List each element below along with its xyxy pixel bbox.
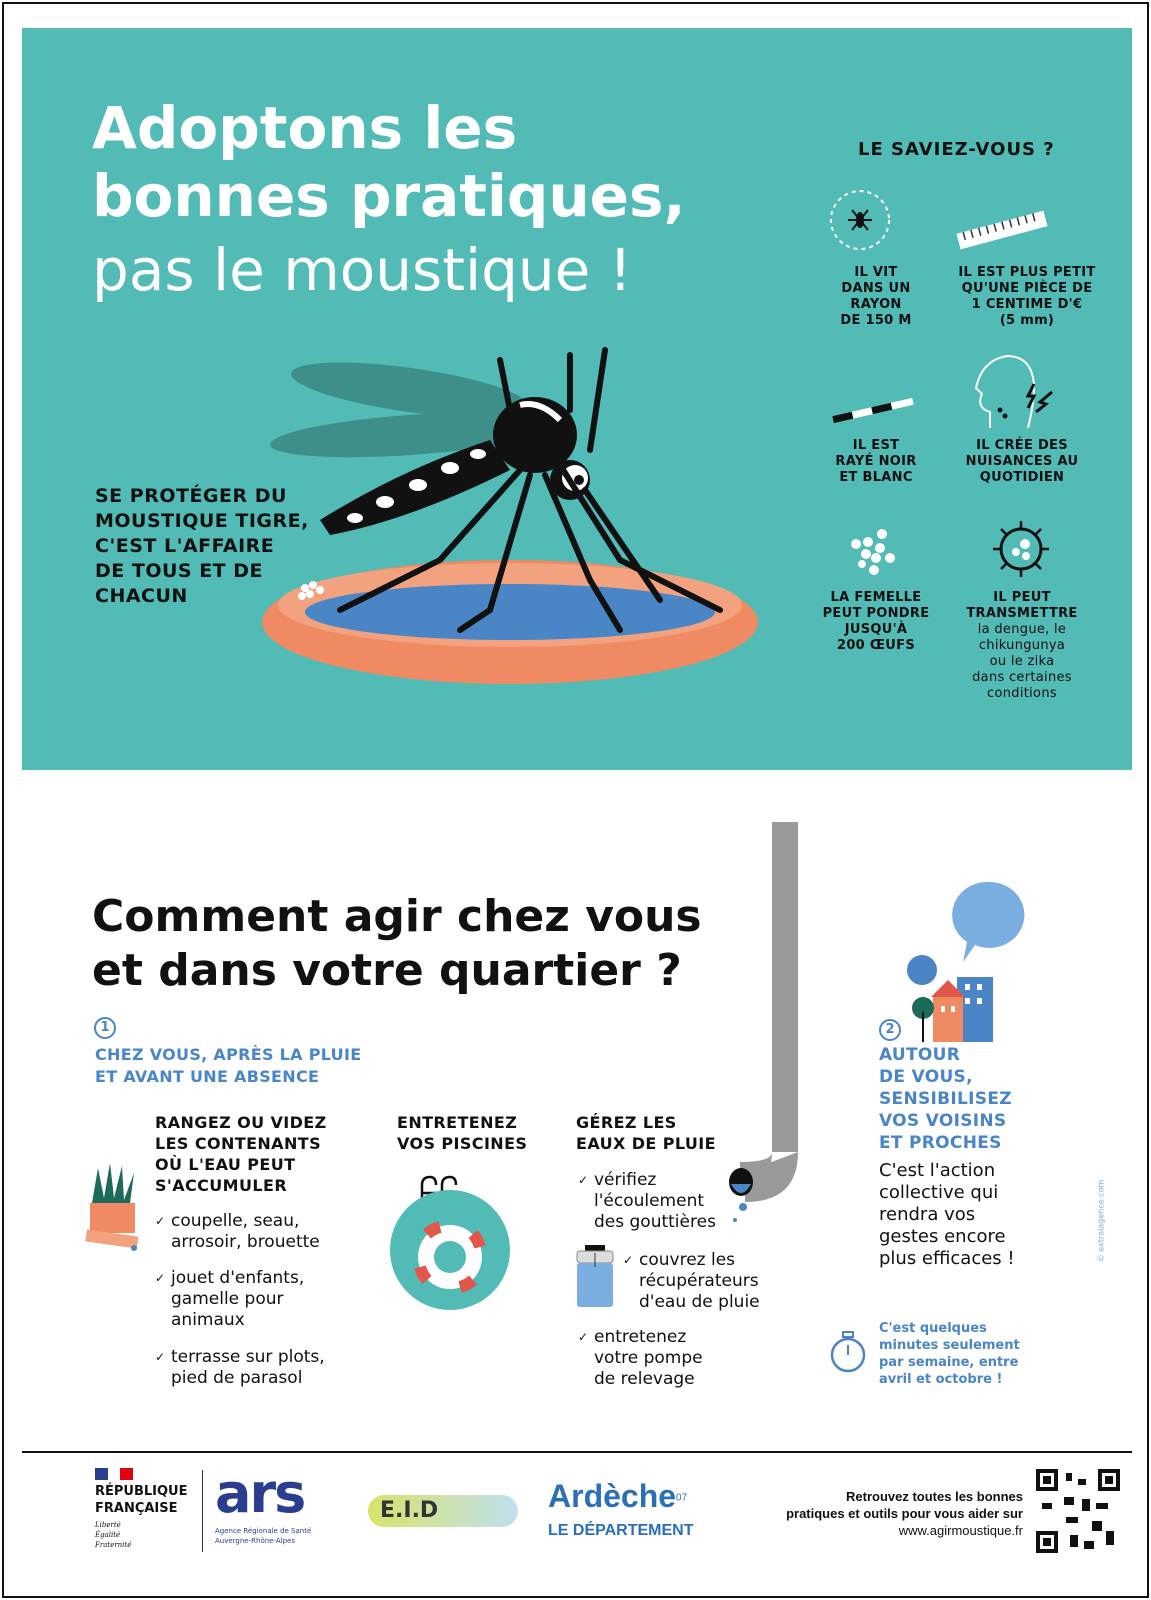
tagline-line: CHACUN	[95, 585, 188, 607]
text-line: par semaine, entre	[879, 1355, 1019, 1370]
text-line: collective qui	[879, 1182, 999, 1203]
ruler-icon	[952, 210, 1052, 250]
text-line: DE 150 M	[840, 313, 912, 328]
text-line: Comment agir chez vous	[92, 891, 702, 942]
credit: © extralagence.com	[1096, 1179, 1106, 1263]
text-line: IL EST	[852, 438, 900, 453]
text-line: et dans votre quartier ?	[92, 945, 682, 996]
fact-size	[947, 265, 1107, 329]
col2-heading	[397, 1112, 527, 1154]
text-line: ars	[215, 1462, 305, 1525]
step-number-2: 2	[879, 1019, 901, 1041]
text-line: avril et octobre !	[879, 1372, 1003, 1387]
text-line: NUISANCES AU	[965, 454, 1079, 469]
text-line: S'ACCUMULER	[155, 1176, 288, 1195]
text-line: pied de parasol	[171, 1368, 303, 1388]
col1-heading	[155, 1112, 327, 1196]
text-line: ✓ vérifiez	[594, 1170, 657, 1190]
hero-subtitle: pas le moustique !	[92, 236, 633, 304]
text-line: ET PROCHES	[879, 1133, 1002, 1153]
step-number-1: 1	[94, 1017, 116, 1039]
list-item	[171, 1347, 325, 1389]
mosquito-illustration	[260, 330, 770, 700]
section-title	[92, 890, 702, 998]
text-line: LA FEMELLE	[830, 590, 922, 605]
text-line: des gouttières	[594, 1212, 716, 1232]
text-line: TRANSMETTRE	[966, 606, 1078, 621]
text-line: dans certaines	[972, 670, 1072, 685]
text-line: la dengue, le	[977, 622, 1067, 637]
text-line: pratiques et outils pour vous aider sur	[786, 1506, 1023, 1521]
text-line: arrosoir, brouette	[171, 1232, 320, 1252]
text-line: VOS VOISINS	[879, 1111, 1007, 1131]
text-line: LES CONTENANTS	[155, 1134, 321, 1153]
website-link[interactable]: www.agirmoustique.fr	[898, 1523, 1023, 1538]
ars-logo	[215, 1462, 311, 1546]
text-line: AUTOUR	[879, 1045, 961, 1065]
striped-bar-icon	[830, 390, 920, 430]
gutter-pipe-icon	[725, 822, 805, 1222]
text-line: EAUX DE PLUIE	[576, 1134, 716, 1153]
text-line: conditions	[987, 686, 1057, 701]
text-line: DANS UN	[841, 281, 911, 296]
part2-heading	[879, 1044, 1012, 1154]
footer-cta	[723, 1488, 1023, 1539]
text-line: ou le zika	[989, 654, 1055, 669]
text-line: IL PEUT	[993, 590, 1051, 605]
title-line: bonnes pratiques,	[92, 162, 686, 230]
text-line: LE DÉPARTEMENT	[548, 1522, 694, 1539]
fact-disease	[952, 590, 1092, 702]
rain-barrel-icon	[575, 1243, 617, 1309]
text-line: Fraternité	[95, 1541, 132, 1549]
text-line: SENSIBILISEZ	[879, 1089, 1012, 1109]
text-line: ✓ entretenez	[594, 1327, 687, 1347]
text-line: l'écoulement	[594, 1191, 705, 1211]
text-line: CHEZ VOUS, APRÈS LA PLUIE	[95, 1045, 362, 1064]
tagline-line: DE TOUS ET DE	[95, 560, 264, 582]
text-line: récupérateurs	[639, 1271, 759, 1291]
text-line: QU'UNE PIÈCE DE	[961, 281, 1093, 296]
text-line: IL CRÉE DES	[976, 438, 1068, 453]
text-line: Égalité	[95, 1531, 121, 1539]
text-line: Agence Régionale de Santé	[215, 1527, 312, 1535]
logo-separator	[202, 1470, 203, 1552]
text-line: RAYÉ NOIR	[835, 454, 917, 469]
text-line: 1 CENTIME D'€	[971, 297, 1083, 312]
text-line: Auvergne-Rhône-Alpes	[215, 1537, 295, 1545]
text-line: ✓ couvrez les	[639, 1250, 736, 1270]
list-item	[171, 1211, 320, 1253]
list-item	[171, 1268, 304, 1331]
text-line: QUOTIDIEN	[979, 470, 1065, 485]
text-line: ✓ coupelle, seau,	[171, 1211, 300, 1231]
text-line: JUSQU'À	[844, 622, 908, 637]
list-item	[594, 1170, 716, 1233]
pool-icon	[390, 1175, 515, 1310]
fact-nuisance	[952, 438, 1092, 486]
text-line: Liberté	[95, 1521, 121, 1529]
part2-body	[879, 1160, 1015, 1270]
text-line: minutes seulement	[879, 1338, 1020, 1353]
fact-stripes	[806, 438, 946, 486]
text-line: ✓ terrasse sur plots,	[171, 1347, 325, 1367]
text-line: IL VIT	[854, 265, 898, 280]
text-line: GÉREZ LES	[576, 1113, 677, 1132]
text-line: plus efficaces !	[879, 1248, 1015, 1269]
neighbourhood-icon	[905, 882, 1025, 1042]
text-line: animaux	[171, 1310, 245, 1330]
text-line: DE VOUS,	[879, 1067, 973, 1087]
eggs-icon	[846, 528, 902, 578]
title-line: Adoptons les	[92, 94, 518, 162]
rf-logo	[95, 1468, 188, 1550]
text-line: VOS PISCINES	[397, 1134, 528, 1153]
tagline-line: C'EST L'AFFAIRE	[95, 535, 275, 557]
part2-note	[879, 1320, 1020, 1388]
text-line: Ardèche	[548, 1478, 677, 1514]
text-line: ET BLANC	[839, 470, 913, 485]
text-line: de relevage	[594, 1369, 695, 1389]
text-line: (5 mm)	[999, 313, 1055, 328]
fact-eggs	[806, 590, 946, 654]
text-line: RAYON	[850, 297, 902, 312]
text-line: PEUT PONDRE	[822, 606, 930, 621]
list-item	[639, 1250, 760, 1313]
text-line: gamelle pour	[171, 1289, 284, 1309]
stopwatch-icon	[828, 1330, 868, 1374]
text-line: ✓ jouet d'enfants,	[171, 1268, 305, 1288]
text-line: rendra vos	[879, 1204, 976, 1225]
hero-title	[92, 94, 686, 230]
facts-title: LE SAVIEZ-VOUS ?	[858, 139, 1055, 160]
fact-radius	[806, 265, 946, 329]
list-item	[594, 1327, 703, 1390]
tagline-line: MOUSTIQUE TIGRE,	[95, 510, 309, 532]
head-bite-icon	[972, 350, 1062, 430]
ardeche-logo	[548, 1478, 693, 1541]
text-line: gestes encore	[879, 1226, 1006, 1247]
text-line: 07	[676, 1492, 688, 1504]
text-line: 200 ŒUFS	[836, 638, 916, 653]
mosquito-radius-icon	[828, 188, 892, 252]
tagline-line: SE PROTÉGER DU	[95, 485, 287, 507]
text-line: RANGEZ OU VIDEZ	[155, 1113, 327, 1132]
qr-code[interactable]	[1036, 1469, 1120, 1553]
text-line: chikungunya	[978, 638, 1066, 653]
part1-heading	[95, 1044, 361, 1088]
text-line: ET AVANT UNE ABSENCE	[95, 1067, 320, 1086]
text-line: FRANÇAISE	[95, 1501, 178, 1516]
col3-heading	[576, 1112, 716, 1154]
text-line: IL EST PLUS PETIT	[958, 265, 1096, 280]
eid-logo: E.I.D	[368, 1495, 518, 1527]
text-line: C'est quelques	[879, 1321, 987, 1336]
footer-divider	[22, 1451, 1132, 1453]
virus-icon	[990, 518, 1052, 580]
text-line: votre pompe	[594, 1348, 703, 1368]
text-line: Retrouvez toutes les bonnes	[846, 1489, 1023, 1504]
plant-pot-icon	[82, 1158, 142, 1253]
text-line: C'est l'action	[879, 1160, 996, 1181]
text-line: ENTRETENEZ	[397, 1113, 518, 1132]
text-line: RÉPUBLIQUE	[95, 1484, 188, 1499]
text-line: OÙ L'EAU PEUT	[155, 1155, 296, 1174]
text-line: d'eau de pluie	[639, 1292, 760, 1312]
